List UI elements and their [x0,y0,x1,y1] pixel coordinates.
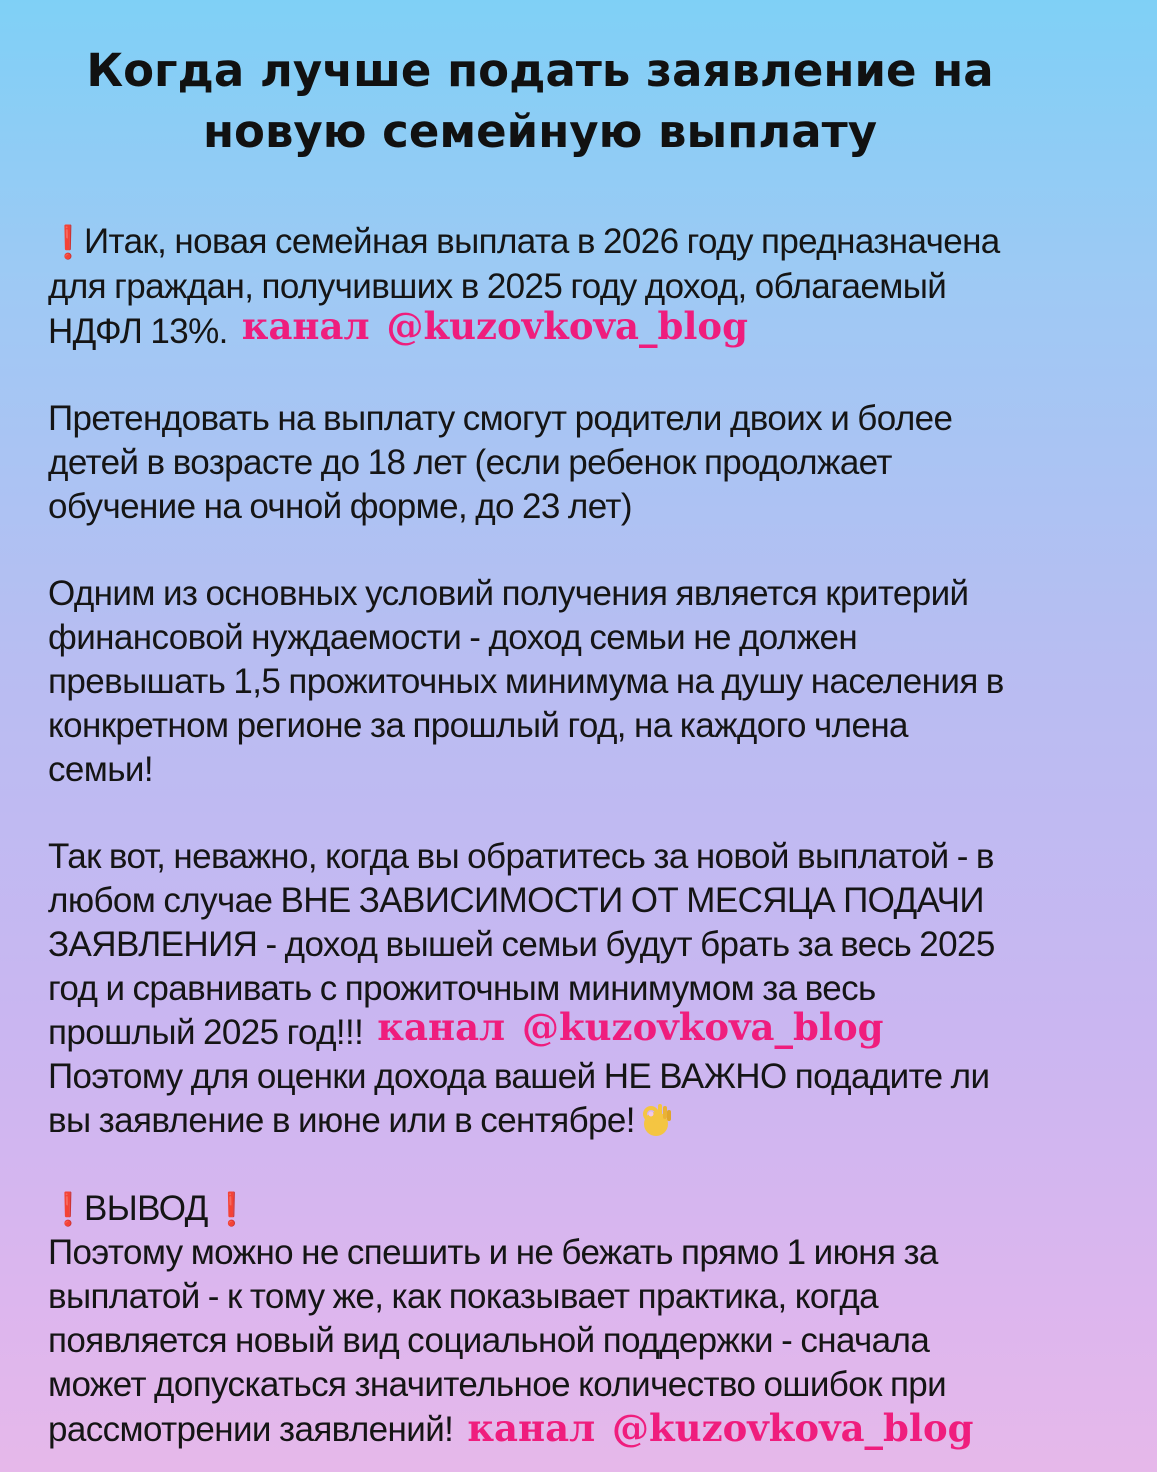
text-line: семьи! [48,749,153,789]
title-line-2: новую семейную выплату [202,105,878,158]
watermark-text: канал @kuzovkova_blog [241,303,748,348]
text-line: может допускаться значительное количество ошибок при [48,1364,947,1404]
exclamation-icon: ❗ [48,1189,88,1228]
text-line: конкретном регионе за прошлый год, на каждого члена [48,705,908,745]
text-line: Поэтому для оценки дохода вашей НЕ ВАЖНО подадите ли [48,1057,990,1097]
text-line: Поэтому можно не спешить и не бежать прямо 1 июня за [48,1233,938,1273]
ok-hand-icon [639,1102,673,1138]
text-line: НДФЛ 13%. [48,311,228,351]
text-line: ЗАЯВЛЕНИЯ - доход вышей семьи будут брать за весь 2025 [48,924,995,964]
exclamation-icon: ❗ [211,1189,251,1228]
text-line: Одним из основных условий получения является критерий [48,574,969,614]
paragraph-intro [48,220,1138,353]
text-line: обучение на очной форме, до 23 лет) [48,486,632,526]
text-line: финансовой нуждаемости - доход семьи не должен [48,618,858,658]
text-line: любом случае ВНЕ ЗАВИСИМОСТИ ОТ МЕСЯЦА ПОДАЧИ [48,880,984,920]
text-line: год и сравнивать с прожиточным минимумом за весь [48,968,876,1008]
text-line: выплатой - к тому же, как показывает практика, когда [48,1277,879,1317]
text-line: превышать 1,5 прожиточных минимума на душу населения в [48,661,1004,701]
text-line: Претендовать на выплату смогут родители двоих и более [48,399,953,439]
paragraph-conditions [48,572,1138,791]
watermark-text: канал @kuzovkova_blog [377,1005,884,1050]
text-line: вы заявление в июне или в сентябре! [48,1100,635,1140]
paragraph-timing [48,835,1138,1143]
exclamation-icon: ❗ [48,223,88,261]
paragraph-conclusion [48,1187,1138,1452]
watermark-text: канал @kuzovkova_blog [467,1405,974,1450]
page-title [0,40,1080,162]
text-line: появляется новый вид социальной поддержки - сначала [48,1320,930,1360]
article-body [48,220,1138,1451]
text-line: прошлый 2025 год!!! [48,1013,364,1053]
text-line: для граждан, получивших в 2025 году доход, облагаемый [48,266,947,306]
conclusion-heading: ВЫВОД [84,1188,208,1228]
text-line: детей в возрасте до 18 лет (если ребенок продолжает [48,442,892,482]
title-line-1: Когда лучше подать заявление на [86,44,994,97]
text-line: Так вот, неважно, когда вы обратитесь за новой выплатой - в [48,837,994,877]
text-line: Итак, новая семейная выплата в 2026 году предназначена [84,222,1000,261]
text-line: рассмотрении заявлений! [48,1409,454,1449]
paragraph-eligibility [48,397,1138,528]
